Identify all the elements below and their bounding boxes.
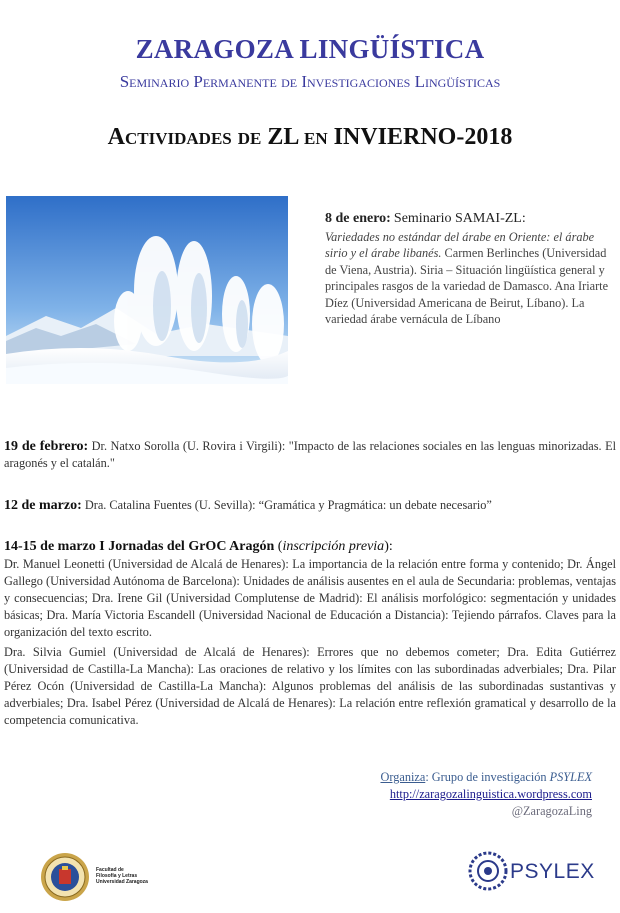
faculty-line: Filosofía y Letras (96, 873, 138, 879)
psylex-emblem-icon (468, 851, 508, 891)
faculty-line: Facultad de (96, 867, 124, 873)
event-jan-8 (325, 210, 615, 328)
twitter-handle[interactable]: @ZaragozaLing (511, 804, 592, 818)
activities-heading: Actividades de ZL en INVIERNO-2018 (107, 124, 513, 150)
event-description: Carmen Berlinches (Universidad de Viena, Austria). Siria – Situación lingüística general y principales rasgos de la variedad de Damasco. Ana Iriarte Díez (Universidad Americana de Beirut, Líbano). La variedad árabe vernácula de Líbano (325, 246, 609, 326)
event-date: 12 de marzo: (4, 498, 82, 513)
page-subtitle: Seminario Permanente de Investigaciones Lingüísticas (119, 72, 501, 91)
organiza-label: Organiza (380, 770, 426, 784)
event-date: 8 de enero: (325, 211, 391, 226)
event-paragraph: Dr. Manuel Leonetti (Universidad de Alcalá de Henares): La importancia de la relación entre forma y contenido; Dr. Ángel Gallego (Universidad Autónoma de Barcelona): Unidades de análisis ausentes en el aula de Secundaria: problemas, ventajas y consecuencias; Dra. Irene Gil (Universidad Complutense de Madrid): El análisis morfológico: segmentación y unidades básicas; Dra. María Victoria Escandell (Universidad Nacional de Educación a Distancia): Tejiendo párrafos. Claves para la organización del texto escrito. (4, 557, 616, 639)
psylex-logo-text: PSYLEX (510, 860, 595, 883)
event-italic-title: Variedades no estándar del árabe en Oriente: el árabe sirio y el árabe libanés. (325, 229, 595, 260)
event-feb-19 (4, 438, 616, 472)
event-description: Dr. Natxo Sorolla (U. Rovira i Virgili): "Impacto de las relaciones sociales en las lenguas minorizadas. El aragonés y el catalán." (4, 439, 616, 470)
faculty-line: Universidad Zaragoza (96, 879, 148, 885)
event-mar-14-15 (4, 538, 616, 732)
event-paragraph: Dra. Silvia Gumiel (Universidad de Alcalá de Henares): Errores que no debemos cometer; Dra. Edita Gutiérrez (Universidad de Castilla-La Mancha): Las oraciones de relativo y los límites con las subordinadas adverbiales; Dra. Pilar Pérez Ocón (Universidad de Castilla-La Mancha): Algunos problemas del análisis de las subordinadas sustantivas y adverbiales; Dra. Isabel Pérez (Universidad de Alcalá de Henares): La relación entre reflexión gramatical y desarrollo de la competencia comunicativa. (4, 645, 616, 727)
event-title: Seminario SAMAI-ZL: (393, 211, 526, 226)
event-date: 14-15 de marzo I Jornadas del GrOC Aragón (4, 539, 275, 554)
organizer-block (192, 769, 592, 820)
event-heading: 14-15 de marzo I Jornadas del GrOC Aragón (inscripción previa): (4, 539, 393, 554)
event-mar-12 (4, 497, 616, 514)
event-description: Dra. Catalina Fuentes (U. Sevilla): “Gramática y Pragmática: un debate necesario” (81, 498, 492, 512)
group-name: PSYLEX (549, 770, 592, 784)
website-link[interactable]: http://zaragozalinguistica.wordpress.com (389, 787, 592, 801)
organiza-text: : Grupo de investigación (425, 770, 550, 784)
winter-landscape-photo (6, 196, 288, 384)
event-registration-note: inscripción previa (282, 539, 385, 554)
page-title: ZARAGOZA LINGÜÍSTICA (135, 34, 485, 64)
event-date: 19 de febrero: (4, 439, 89, 454)
university-seal-icon (40, 852, 90, 902)
faculty-logo-text (96, 867, 148, 885)
